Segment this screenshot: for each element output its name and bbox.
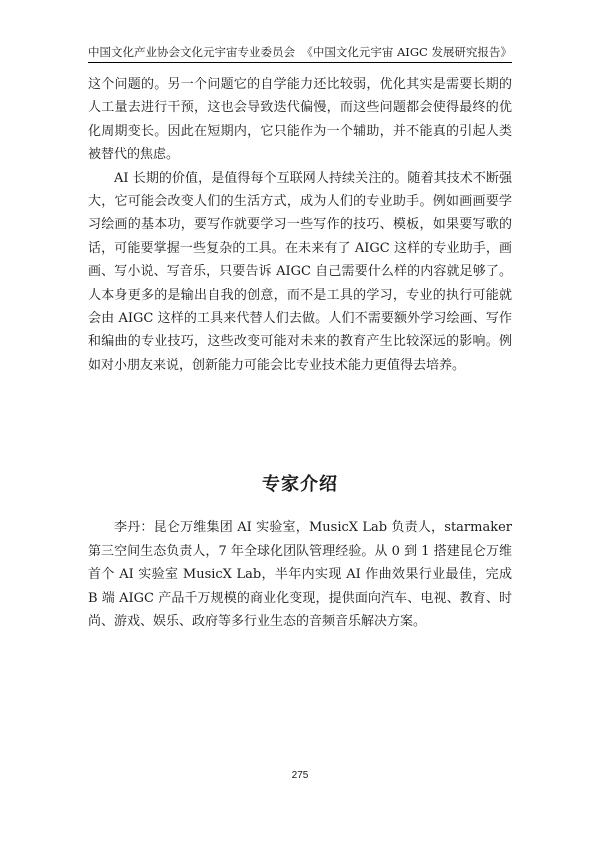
header-right-text: 《中国文化元宇宙 AIGC 发展研究报告》 [301, 45, 512, 59]
section-title-expert: 专家介绍 [262, 474, 338, 496]
page-number: 275 [291, 770, 309, 781]
header-left-text: 中国文化产业协会文化元宇宙专业委员会 [88, 45, 295, 59]
paragraph-expert-bio: 李丹：昆仑万维集团 AI 实验室，MusicX Lab 负责人，starmaker 第三空间生态负责人，7 年全球化团队管理经验。从 0 到 1 搭建昆仑万维首个 AI 实验室 MusicX Lab，半年内实现 AI 作曲效果行业最佳，完成 B 端 AIGC 产品千万规模的商业化变现，提供面向汽车、电视、教育、时尚、游戏、娱乐、政府等多行业生态的音频音乐解决方案。 [88, 520, 512, 629]
paragraph-ai-long-term-value: AI 长期的价值，是值得每个互联网人持续关注的。随着其技术不断强大，它可能会改变人们的生活方式，成为人们的专业助手。例如画画要学习绘画的基本功，要写作就要学习一些写作的技巧、模板，如果要写歌的话，可能要掌握一些复杂的工具。在未来有了 AIGC 这样的专业助手，画画、写小说、写音乐，只要告诉 AIGC 自己需要什么样的内容就足够了。人本身更多的是输出自我的创意，而不是工具的学习，专业的执行可能就会由 AIGC 这样的工具来代替人们去做。人们不需要额外学习绘画、写作和编曲的专业技巧，这些改变可能对未来的教育产生比较深远的影响。例如对小朋友来说，创新能力可能会比专业技术能力更值得去培养。 [88, 170, 512, 373]
page-content [88, 73, 512, 633]
paragraph-continuation: 这个问题的。另一个问题它的自学能力还比较弱，优化其实是需要长期的人工量去进行干预，这也会导致迭代偏慢，而这些问题都会使得最终的优化周期变长。因此在短期内，它只能作为一个辅助，并不能真的引起人类被替代的焦虑。 [88, 77, 512, 163]
header-divider [88, 62, 512, 63]
page-header [88, 40, 512, 60]
